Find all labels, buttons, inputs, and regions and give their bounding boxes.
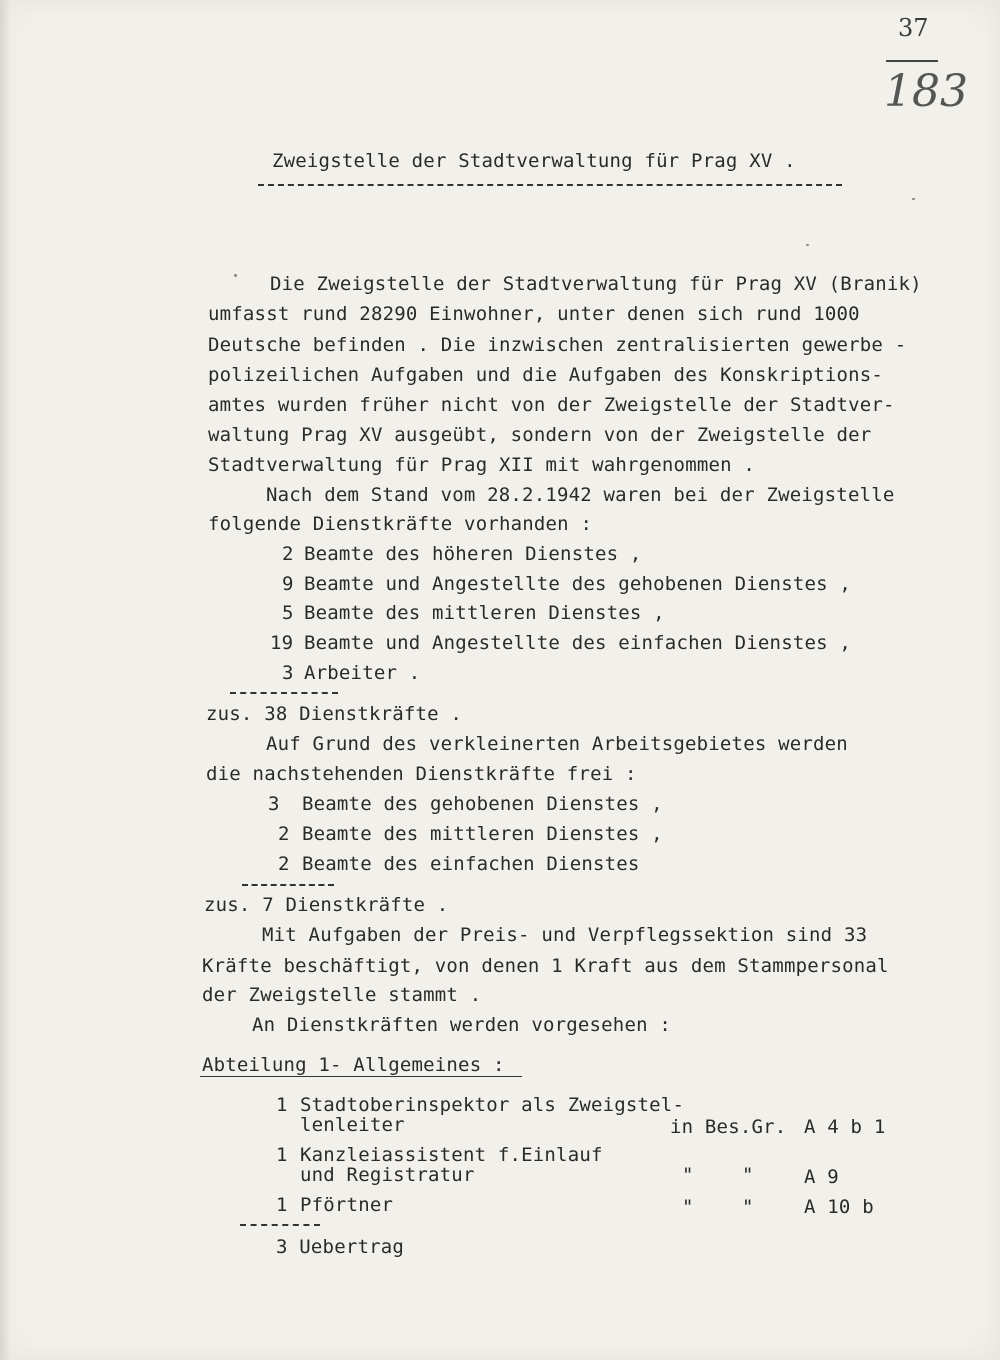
paper-speck — [234, 274, 237, 277]
folio-underline — [886, 60, 938, 62]
preis-line: Kräfte beschäftigt, von denen 1 Kraft aus dem Stammpersonal — [202, 955, 889, 977]
paper-speck — [806, 244, 809, 246]
staff-count: 3 — [282, 662, 294, 684]
document-title: Zweigstelle der Stadtverwaltung für Prag XV . — [272, 150, 796, 172]
position-pay-group: in Bes.Gr. — [670, 1116, 787, 1138]
position-title: Pförtner — [300, 1194, 394, 1216]
sum-rule — [242, 884, 334, 886]
freed-count: 2 — [278, 853, 290, 875]
freed-text: Beamte des mittleren Dienstes , — [302, 823, 663, 845]
staff-text: Beamte des höheren Dienstes , — [304, 543, 642, 565]
abteilung-underline — [200, 1076, 522, 1077]
position-title: Stadtoberinspektor als Zweigstel- — [300, 1094, 685, 1116]
ditto-mark: " — [682, 1196, 694, 1218]
intro-line: polizeilichen Aufgaben und die Aufgaben des Konskriptions- — [208, 364, 884, 386]
sum-rule — [240, 1224, 320, 1226]
ditto-mark: " — [682, 1164, 694, 1186]
staff-count: 19 — [270, 632, 294, 654]
freed-total: zus. 7 Dienstkräfte . — [204, 894, 449, 916]
position-grade: A 4 b 1 — [804, 1116, 886, 1138]
stand-line: folgende Dienstkräfte vorhanden : — [208, 513, 593, 535]
abteilung-heading: Abteilung 1- Allgemeines : — [202, 1054, 505, 1076]
staff-text: Beamte und Angestellte des einfachen Dienstes , — [304, 632, 852, 654]
paper-speck — [912, 198, 915, 200]
grund-line: Auf Grund des verkleinerten Arbeitsgebietes werden — [266, 733, 848, 755]
intro-line: Die Zweigstelle der Stadtverwaltung für Prag XV (Branik) — [270, 273, 922, 295]
staff-text: Beamte des mittleren Dienstes , — [304, 602, 665, 624]
freed-count: 2 — [278, 823, 290, 845]
position-title-cont: lenleiter — [300, 1114, 405, 1136]
position-grade: A 9 — [804, 1166, 839, 1188]
handwritten-folio-number: 183 — [884, 66, 968, 117]
staff-count: 5 — [282, 602, 294, 624]
intro-line: amtes wurden früher nicht von der Zweigstelle der Stadtver- — [208, 394, 895, 416]
staff-total: zus. 38 Dienstkräfte . — [206, 703, 463, 725]
grund-line: die nachstehenden Dienstkräfte frei : — [206, 763, 637, 785]
position-grade: A 10 b — [804, 1196, 874, 1218]
vorgesehen-line: An Dienstkräften werden vorgesehen : — [252, 1014, 672, 1036]
intro-line: umfasst rund 28290 Einwohner, unter denen sich rund 1000 — [208, 303, 860, 325]
ditto-mark: " — [742, 1164, 754, 1186]
sum-rule — [230, 692, 338, 694]
position-count: 1 — [276, 1194, 288, 1216]
position-title-cont: und Registratur — [300, 1164, 475, 1186]
freed-text: Beamte des gehobenen Dienstes , — [302, 793, 663, 815]
preis-line: der Zweigstelle stammt . — [202, 984, 482, 1006]
freed-count: 3 — [268, 793, 280, 815]
freed-text: Beamte des einfachen Dienstes — [302, 853, 640, 875]
staff-count: 9 — [282, 573, 294, 595]
uebertrag: 3 Uebertrag — [276, 1236, 405, 1258]
staff-text: Beamte und Angestellte des gehobenen Dienstes , — [304, 573, 852, 595]
position-count: 1 — [276, 1144, 288, 1166]
intro-line: waltung Prag XV ausgeübt, sondern von der Zweigstelle der — [208, 424, 872, 446]
staff-count: 2 — [282, 543, 294, 565]
intro-line: Deutsche befinden . Die inzwischen zentralisierten gewerbe - — [208, 334, 907, 356]
preis-line: Mit Aufgaben der Preis- und Verpflegssektion sind 33 — [262, 924, 868, 946]
page-edge-shadow — [0, 0, 10, 1360]
staff-text: Arbeiter . — [304, 662, 421, 684]
intro-line: Stadtverwaltung für Prag XII mit wahrgenommen . — [208, 454, 756, 476]
title-underline — [258, 184, 842, 186]
position-count: 1 — [276, 1094, 288, 1116]
page-number-stamp: 37 — [898, 14, 929, 42]
stand-line: Nach dem Stand vom 28.2.1942 waren bei der Zweigstelle — [266, 484, 895, 506]
position-title: Kanzleiassistent f.Einlauf — [300, 1144, 603, 1166]
ditto-mark: " — [742, 1196, 754, 1218]
